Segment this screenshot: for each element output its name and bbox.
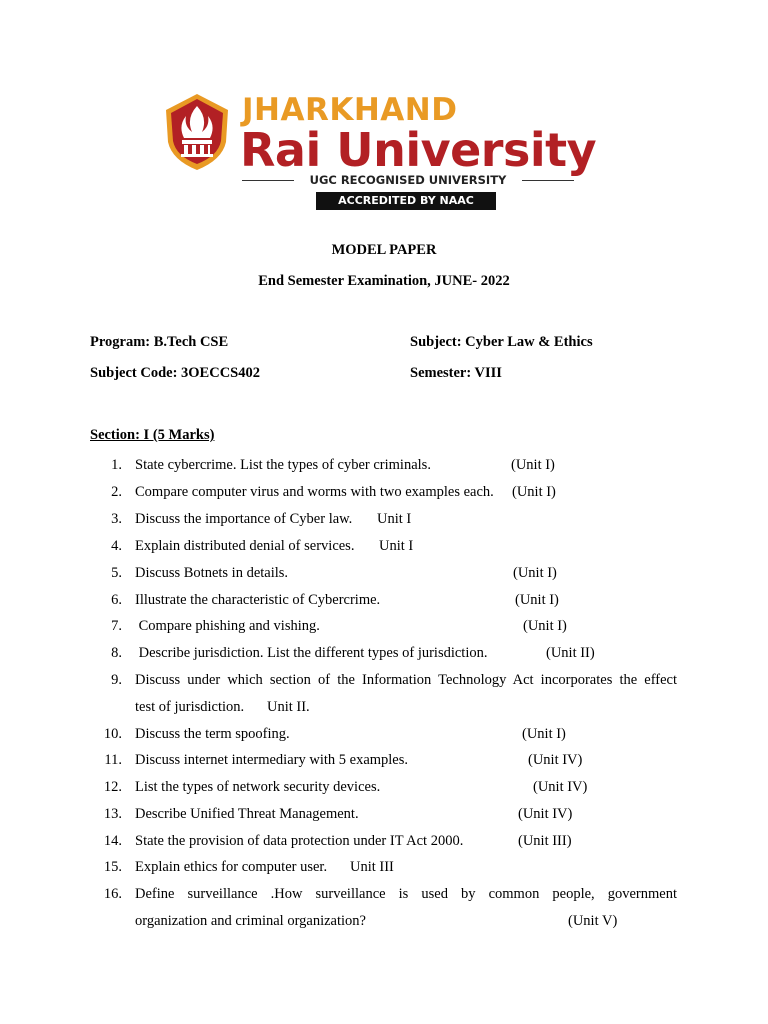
question-unit: (Unit II) [546,645,595,661]
question-number: 16. [103,886,122,902]
question-unit: (Unit I) [512,484,556,500]
question-number: 2. [111,484,122,500]
question-text: Discuss under which section of the Information Technology Act incorporates the effect [135,672,677,688]
question-number: 8. [111,645,122,661]
question-number: 7. [111,618,122,634]
question-unit: (Unit I) [522,726,566,742]
divider [242,180,294,181]
list-item [0,537,768,555]
list-item [0,671,768,689]
subject-code-label: Subject Code: 3OECCS402 [90,365,260,381]
list-item [0,617,768,635]
question-text: Define surveillance .How surveillance is used by common people, government [135,886,677,902]
question-unit: (Unit IV) [533,779,588,795]
question-unit: (Unit III) [518,833,572,849]
list-item [0,456,768,474]
question-unit: (Unit I) [513,565,557,581]
list-item [0,564,768,582]
list-item [0,858,768,876]
question-text: Discuss the importance of Cyber law. [135,511,353,527]
question-unit: (Unit IV) [528,752,583,768]
list-item [0,483,768,501]
question-text: Discuss internet intermediary with 5 examples. [135,752,409,768]
question-text-continued: test of jurisdiction. [135,699,245,715]
question-unit: Unit III [350,859,394,875]
question-unit: Unit I [377,511,412,527]
list-item [0,510,768,528]
question-number: 1. [111,457,122,473]
semester-label: Semester: VIII [410,365,502,381]
question-number: 5. [111,565,122,581]
divider [522,180,574,181]
question-text: Compare computer virus and worms with two examples each. [135,484,494,500]
question-unit: (Unit V) [568,913,618,929]
question-number: 9. [111,672,122,688]
question-number: 3. [111,511,122,527]
list-item [0,805,768,823]
question-number: 10. [103,726,122,742]
ugc-banner [242,172,574,188]
question-text: Illustrate the characteristic of Cybercrime. [135,592,381,608]
list-item-continuation [0,912,768,930]
list-item [0,644,768,662]
question-text: Explain ethics for computer user. [135,859,328,875]
question-number: 11. [104,752,122,768]
question-text: Discuss Botnets in details. [135,565,289,581]
question-number: 14. [103,833,122,849]
question-unit: Unit II. [267,699,310,715]
question-unit: (Unit I) [511,457,555,473]
university-logo [164,92,604,212]
list-item-continuation [0,698,768,716]
question-number: 6. [111,592,122,608]
program-label: Program: B.Tech CSE [90,334,229,350]
list-item [0,725,768,743]
university-crest-icon [164,92,230,172]
list-item [0,591,768,609]
question-text: List the types of network security devices. [135,779,381,795]
question-text: State cybercrime. List the types of cyber criminals. [135,457,431,473]
question-unit: Unit I [379,538,414,554]
question-text: Compare phishing and vishing. [135,618,320,634]
question-number: 12. [103,779,122,795]
question-number: 15. [103,859,122,875]
list-item [0,778,768,796]
question-number: 13. [103,806,122,822]
question-text: Describe jurisdiction. List the different types of jurisdiction. [135,645,488,661]
brand-state-name: JHARKHAND [242,92,458,128]
list-item [0,885,768,903]
naac-badge: ACCREDITED BY NAAC [316,192,496,210]
question-unit: (Unit I) [515,592,559,608]
list-item [0,832,768,850]
question-text: Discuss the term spoofing. [135,726,290,742]
list-item [0,751,768,769]
paper-title: MODEL PAPER [331,242,437,258]
question-unit: (Unit I) [523,618,567,634]
question-text-continued: organization and criminal organization? [135,913,366,929]
question-unit: (Unit IV) [518,806,573,822]
question-text: Describe Unified Threat Management. [135,806,359,822]
exam-title: End Semester Examination, JUNE- 2022 [258,273,510,289]
subject-label: Subject: Cyber Law & Ethics [410,334,593,350]
ugc-text: UGC RECOGNISED UNIVERSITY [309,173,507,187]
question-text: Explain distributed denial of services. [135,538,355,554]
section-heading: Section: I (5 Marks) [90,427,215,443]
question-text: State the provision of data protection under IT Act 2000. [135,833,464,849]
question-number: 4. [111,538,122,554]
brand-university-name: Rai University [240,123,597,177]
